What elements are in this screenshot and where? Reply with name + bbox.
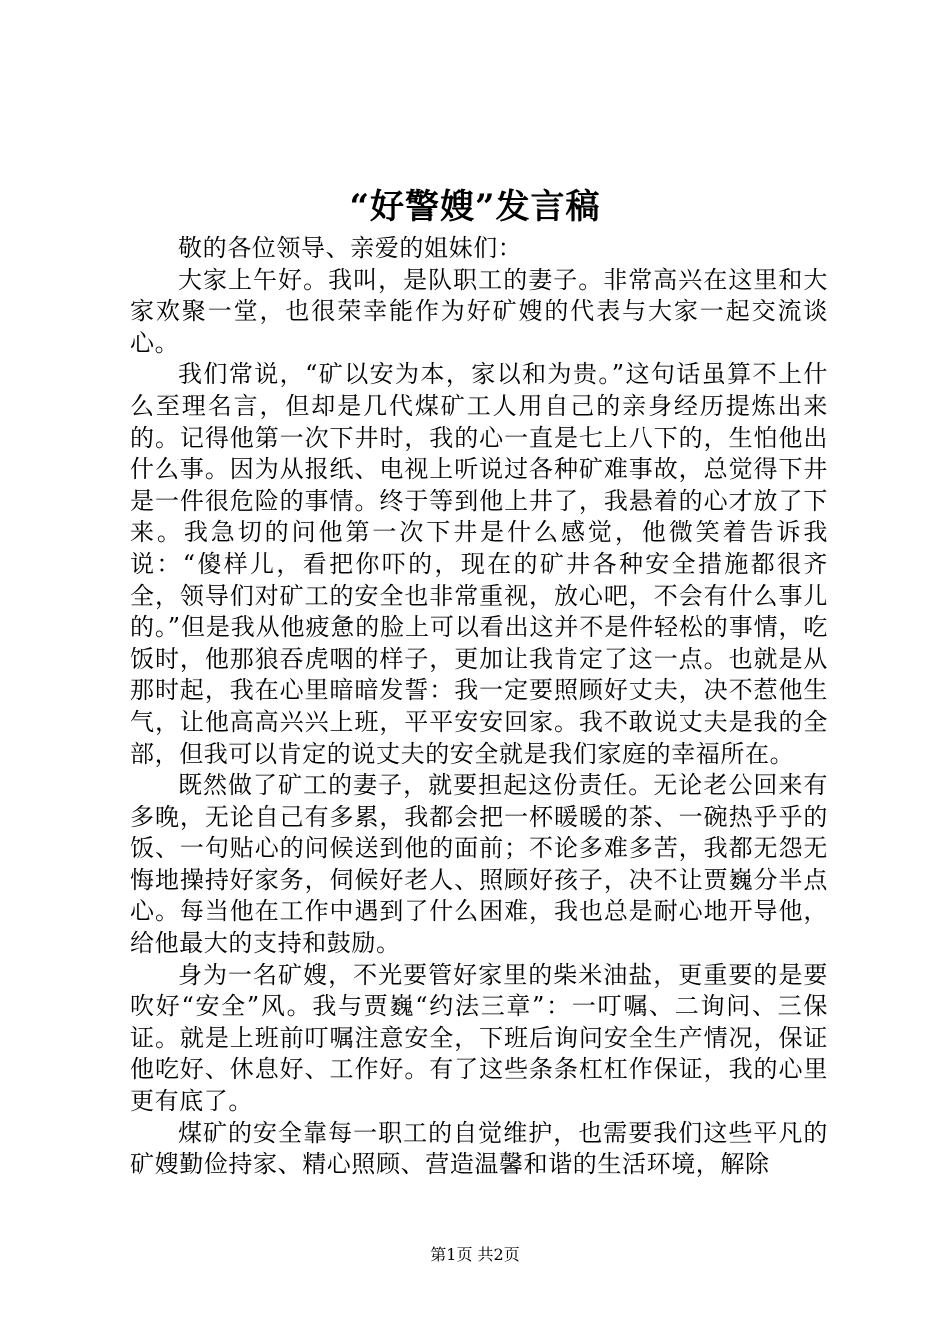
paragraph-salutation: 敬的各位领导、亲爱的姐妹们： bbox=[178, 234, 523, 262]
paragraph-mine-safety: 煤矿的安全靠每一职工的自觉维护，也需要我们这些平凡的矿嫂勤俭持家、精心照顾、营造温馨和谐的生活环境，解除 bbox=[130, 1118, 828, 1179]
paragraph-responsibility: 既然做了矿工的妻子，就要担起这份责任。无论老公回来有多晚，无论自己有多累，我都会把一杯暖暖的茶、一碗热乎乎的饭、一句贴心的问候送到他的面前；不论多难多苦，我都无怨无悔地操持好家务，伺候好老人、照顾好孩子，决不让贾巍分半点心。每当他在工作中遇到了什么困难，我也总是耐心地开导他，给他最大的支持和鼓励。 bbox=[130, 771, 828, 958]
document-title: “好警嫂”发言稿 bbox=[349, 187, 601, 227]
document-body bbox=[130, 233, 828, 1181]
paragraph-introduction: 大家上午好。我叫，是队职工的妻子。非常高兴在这里和大家欢聚一堂，也很荣幸能作为好矿嫂的代表与大家一起交流谈心。 bbox=[130, 265, 828, 357]
paragraph-safety-agreement: 身为一名矿嫂，不光要管好家里的柴米油盐，更重要的是要吹好“安全”风。我与贾巍“约法三章”：一叮嘱、二询问、三保证。就是上班前叮嘱注意安全，下班后询问安全生产情况，保证他吃好、休息好、工作好。有了这些条条杠杠作保证，我的心里更有底了。 bbox=[130, 960, 828, 1116]
page-number-footer: 第1页 共2页 bbox=[430, 1245, 520, 1264]
paragraph-safety-motto: 我们常说，“矿以安为本，家以和为贵。”这句话虽算不上什么至理名言，但却是几代煤矿工人用自己的亲身经历提炼出来的。记得他第一次下井时，我的心一直是七上八下的，生怕他出什么事。因为从报纸、电视上听说过各种矿难事故，总觉得下井是一件很危险的事情。终于等到他上井了，我悬着的心才放了下来。我急切的问他第一次下井是什么感觉，他微笑着告诉我说：“傻样儿，看把你吓的，现在的矿井各种安全措施都很齐全，领导们对矿工的安全也非常重视，放心吧，不会有什么事儿的。”但是我从他疲惫的脸上可以看出这并不是件轻松的事情，吃饭时，他那狼吞虎咽的样子，更加让我肯定了这一点。也就是从那时起，我在心里暗暗发誓：我一定要照顾好丈夫，决不惹他生气，让他高高兴兴上班，平平安安回家。我不敢说丈夫是我的全部，但我可以肯定的说丈夫的安全就是我们家庭的幸福所在。 bbox=[130, 360, 828, 768]
